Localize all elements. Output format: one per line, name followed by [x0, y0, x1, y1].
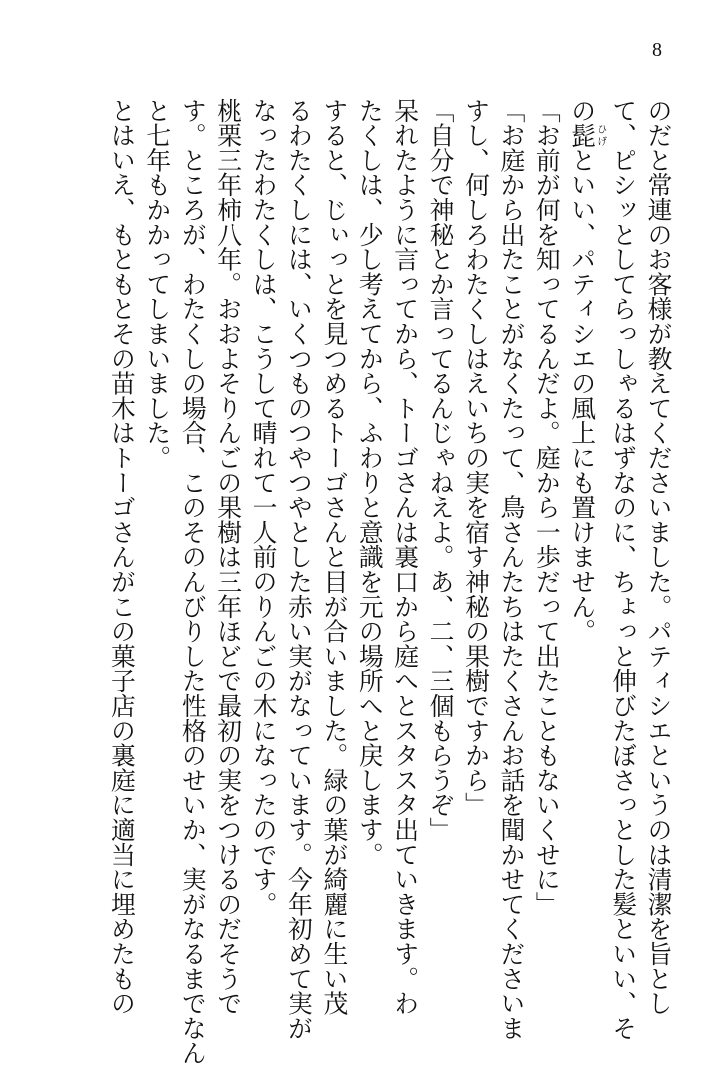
text-column: るわたくしには、いくつものつやつやとした赤い実がなっています。今年初めて実が [284, 98, 314, 1041]
text-column: と七年もかかってしまいました。 [142, 98, 172, 470]
text-column: 桃栗三年柿八年。おおよそりんごの果樹は三年ほどで最初の実をつけるのだそうで [213, 98, 243, 1016]
text-column: とはいえ、もともとその苗木はトーゴさんがこの菓子店の裏庭に適当に埋めたもの [107, 98, 137, 1016]
text-column: なったわたくしは、こうして晴れて一人前のりんごの木になったのです。 [249, 98, 279, 917]
text-column: すし、何しろわたくしはえいちの実を宿す神秘の果樹ですから」 [461, 98, 491, 818]
text-column: のだと常連のお客様が教えてくださいました。パティシエというのは清潔を旨とし [644, 98, 673, 1016]
text-column: 「お前が何を知ってるんだよ。庭から一歩だって出たこともないくせに」 [532, 98, 562, 917]
ruby-annotation: 髭ひげ [567, 122, 606, 148]
text-fragment: の [567, 98, 597, 123]
text-column-with-ruby [564, 98, 605, 978]
text-column: すると、じぃっとを見つめるトーゴさんと目が合いました。緑の葉が綺麗に生い茂 [319, 98, 349, 1016]
text-column: 「お庭から出たことがなくたって、鳥さんたちはたくさんお話を聞かせてくださいま [496, 98, 526, 1041]
text-column: 「自分で神秘とか言ってるんじゃねえよ。あ、二、三個もらうぞ」 [426, 98, 456, 842]
text-column: たくしは、少し考えてから、ふわりと意識を元の場所へと戻します。 [355, 98, 385, 867]
page-number: 8 [652, 39, 662, 61]
text-fragment: といい、パティシエの風上にも置けません。 [567, 147, 597, 644]
text-column: 呆れたように言ってから、トーゴさんは裏口から庭へとスタスタ出ていきます。わ [390, 98, 420, 1016]
text-column: す。ところが、わたくしの場合、このそのんびりした性格のせいか、実がなるまでなん [178, 98, 208, 1065]
text-column: て、ピシッとしてらっしゃるはずなのに、ちょっと伸びたぼさっとした髪といい、そ [608, 98, 638, 1041]
vertical-text-body [36, 98, 676, 1065]
